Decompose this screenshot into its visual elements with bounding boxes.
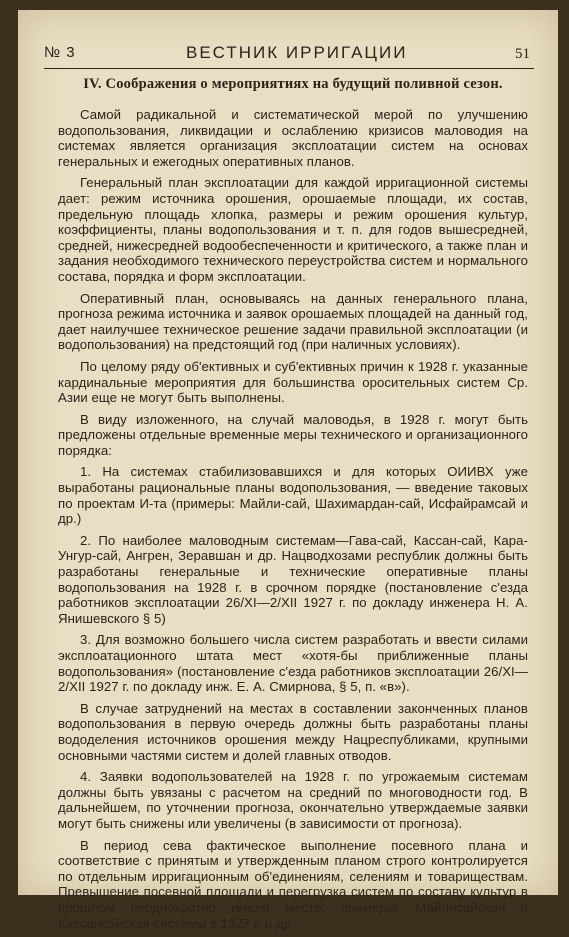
page-body	[58, 76, 528, 937]
paragraph: Оперативный план, основываясь на данных генерального плана, прогноза режима источника и заявок орошаемых площадей на данный год, дает наилучшее техническое решение задачи правильной эксплоатации (и водопользования) на предстоящий год (при наличных условиях).	[58, 290, 528, 353]
journal-page	[18, 10, 558, 931]
list-item: 2. По наиболее маловодным системам—Гава-сай, Кассан-сай, Кара-Унгур-сай, Ангрен, Зеравшан и др. Нацводхозами республик должны быть разработаны генеральные и технические оперативные планы водопользования на 1928 г. в срочном порядке (постановление с'езда работников эксплоатации 26/XI—2/XII 1927 г. по докладу инженера Н. А. Янишевского § 5)	[58, 532, 528, 626]
paragraph: По целому ряду об'ективных и суб'ективных причин к 1928 г. указанные кардинальные мероприятия для большинства оросительных систем Ср. Азии еще не могут быть выполнены.	[58, 358, 528, 406]
page-number: 51	[515, 46, 530, 62]
paragraph: В виду изложенного, на случай маловодья, в 1928 г. могут быть предложены отдельные временные меры технического и организационного порядка:	[58, 411, 528, 458]
paragraph: В период сева фактическое выполнение посевного плана и соответствие с принятым и утвержденным планом строго контролируется по отдельным ирригационным об'единениям, селениям и товариществам. Превышение посевной площади и перегрузка систем по составу культур в прошлом неоднократно имели место; примеры: Майлисайская и Кассансайская системы в 1927 г. и др.	[58, 837, 528, 931]
section-title: IV. Соображения о мероприятиях на будущий поливной сезон.	[83, 76, 503, 92]
list-item: 3. Для возможно большего числа систем разработать и ввести силами эксплоатационного штата мест «хотя-бы приближенные планы водопользования» (постановление с'езда работников эксплоатации 26/XI—2/XII 1927 г. по докладу инж. Е. А. Смирнова, § 5, п. «в»).	[58, 632, 528, 695]
journal-title: ВЕСТНИК ИРРИГАЦИИ	[186, 43, 408, 62]
paragraph: Генеральный план эксплоатации для каждой ирригационной системы дает: режим источника орошения, орошаемые площади, их состав, предельную площадь хлопка, размеры и режим орошения культур, коэффициенты, планы водопользования и т. п. для годов вышесредней, средней, нижесредней водообеспеченности и критического, а также план и задания необходимого технического переустройства систем и нормального состава, порядка и форм эксплоатации.	[58, 175, 528, 284]
running-header	[44, 40, 534, 69]
list-item: 1. На системах стабилизовавшихся и для которых ОИИВХ уже выработаны рациональные планы водопользования, — введение таковых по проектам И-та (примеры: Майли-сай, Шахимардан-сай, Исфайрамсай и др.)	[58, 464, 528, 527]
paragraph: Самой радикальной и систематической мерой по улучшению водопользования, ликвидации и ослаблению кризисов маловодия на системах является организация эксплоатации систем на основах генеральных и ежегодных оперативных планов.	[58, 107, 528, 169]
list-item: 4. Заявки водопользователей на 1928 г. по угрожаемым системам должны быть увязаны с расчетом на средний по многоводности год. В дальнейшем, по уточнении прогноза, окончательно утверждаемые заявки могут быть снижены или увеличены (в зависимости от прогноза).	[58, 769, 528, 831]
paragraph: В случае затруднений на местах в составлении законченных планов водопользования в первую очередь должны быть разработаны планы вододеления источников орошения между Нацреспубликами, крупными основными частями систем и долей главных отводов.	[58, 700, 528, 763]
issue-number: № 3	[44, 44, 76, 61]
